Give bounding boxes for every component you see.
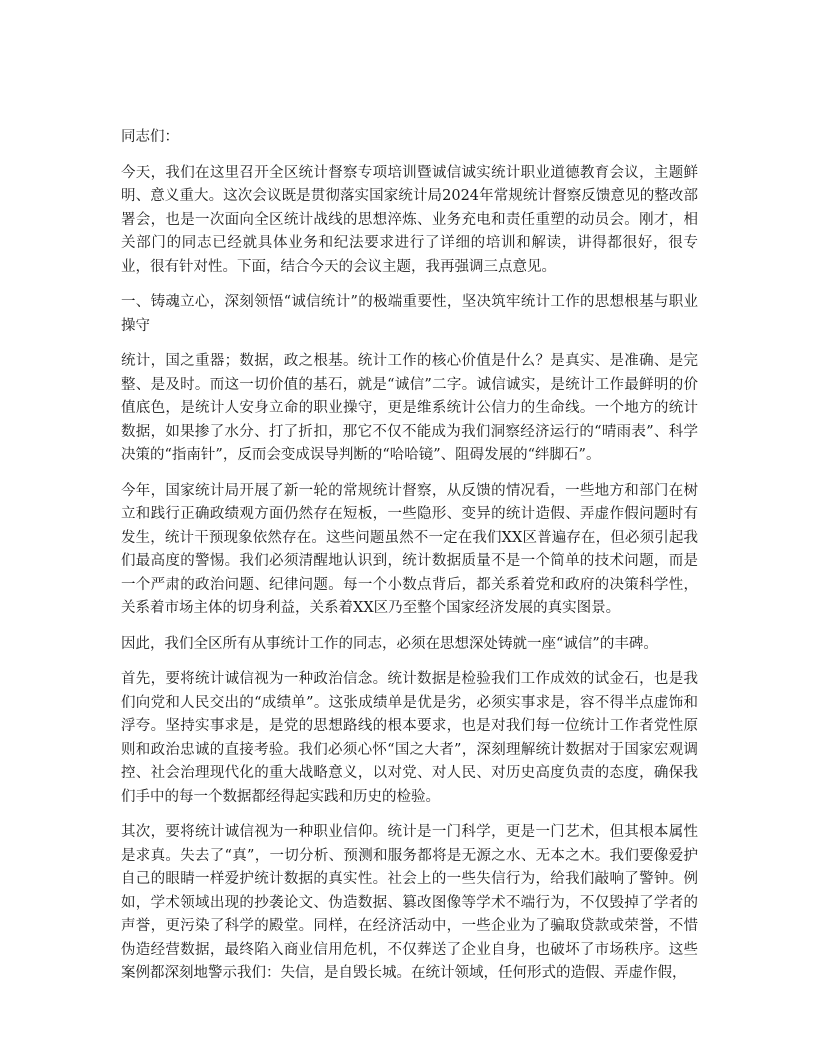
paragraph-therefore: 因此，我们全区所有从事统计工作的同志，必须在思想深处铸就一座“诚信”的丰碑。	[121, 635, 658, 652]
paragraph-second: 其次，要将统计诚信视为一种职业信仰。统计是一门科学，更是一门艺术，但其根本属性是求真。失去了“真”，一切分析、预测和服务都将是无源之水、无本之木。我们要像爱护自己的眼睛一样爱护统计数据的真实性。社会上的一些失信行为，给我们敲响了警钟。例如，学术领域出现的抄袭论文、伪造数据、篡改图像等学术不端行为，不仅毁掉了学者的声誉，更污染了科学的殿堂。同样，在经济活动中，一些企业为了骗取贷款或荣誉，不惜伪造经营数据，最终陷入商业信用危机，不仅葬送了企业自身，也破坏了市场秩序。这些案例都深刻地警示我们：失信，是自毁长城。在统计领域，任何形式的造假、弄虚作假，	[121, 824, 698, 981]
paragraph-first: 首先，要将统计诚信视为一种政治信念。统计数据是检验我们工作成效的试金石，也是我们向党和人民交出的“成绩单”。这张成绩单是优是劣，必须实事求是，容不得半点虚饰和浮夸。坚持实事求是，是党的思想路线的根本要求，也是对我们每一位统计工作者党性原则和政治忠诚的直接考验。我们必须心怀“国之大者”，深刻理解统计数据对于国家宏观调控、社会治理现代化的重大战略意义，以对党、对人民、对历史高度负责的态度，确保我们手中的每一个数据都经得起实践和历史的检验。	[121, 671, 698, 805]
paragraph-statistics-value: 统计，国之重器；数据，政之根基。统计工作的核心价值是什么？是真实、是准确、是完整、是及时。而这一切价值的基石，就是“诚信”二字。诚信诚实，是统计工作最鲜明的价值底色，是统计人安身立命的职业操守，更是维系统计公信力的生命线。一个地方的统计数据，如果掺了水分、打了折扣，那它不仅不能成为我们洞察经济运行的“晴雨表”、科学决策的“指南针”，反而会变成误导判断的“哈哈镜”、阻碍发展的“绊脚石”。	[121, 353, 698, 463]
document-page	[121, 126, 698, 998]
section-heading-1: 一、铸魂立心，深刻领悟“诚信统计”的极端重要性，坚决筑牢统计工作的思想根基与职业操守	[121, 294, 698, 334]
paragraph-intro: 今天，我们在这里召开全区统计督察专项培训暨诚信诚实统计职业道德教育会议，主题鲜明、意义重大。这次会议既是贯彻落实国家统计局2024年常规统计督察反馈意见的整改部署会，也是一次面向全区统计战线的思想淬炼、业务充电和责任重塑的动员会。刚才，相关部门的同志已经就具体业务和纪法要求进行了详细的培训和解读，讲得都很好，很专业，很有针对性。下面，结合今天的会议主题，我再强调三点意见。	[121, 164, 698, 275]
salutation: 同志们：	[121, 129, 179, 145]
paragraph-inspection: 今年，国家统计局开展了新一轮的常规统计督察，从反馈的情况看，一些地方和部门在树立和践行正确政绩观方面仍然存在短板，一些隐形、变异的统计造假、弄虚作假问题时有发生，统计干预现象依然存在。这些问题虽然不一定在我们XX区普遍存在，但必须引起我们最高度的警惕。我们必须清醒地认识到，统计数据质量不是一个简单的技术问题，而是一个严肃的政治问题、纪律问题。每一个小数点背后，都关系着党和政府的决策科学性，关系着市场主体的切身利益，关系着XX区乃至整个国家经济发展的真实图景。	[121, 482, 698, 616]
